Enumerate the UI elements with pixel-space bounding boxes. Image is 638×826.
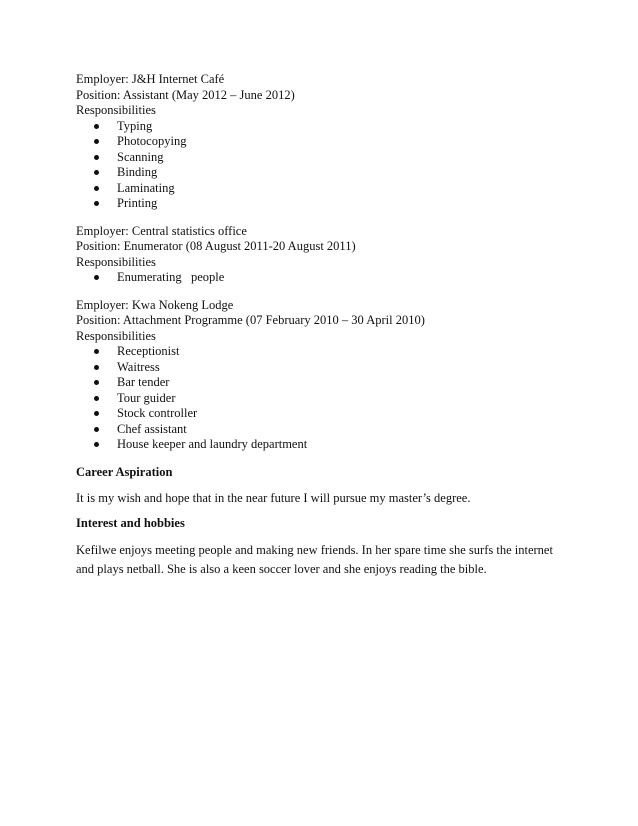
job-entry bbox=[76, 224, 566, 286]
position-line: Position: Attachment Programme (07 February 2010 – 30 April 2010) bbox=[76, 313, 425, 327]
list-item: Binding bbox=[94, 165, 566, 181]
list-item: House keeper and laundry department bbox=[94, 437, 566, 453]
bullet-icon bbox=[94, 155, 99, 160]
resume-page bbox=[76, 72, 566, 587]
list-item: Waitress bbox=[94, 360, 566, 376]
employer-line: Employer: Central statistics office bbox=[76, 223, 247, 238]
job-entry bbox=[76, 298, 566, 453]
responsibilities-label: Responsibilities bbox=[76, 328, 156, 343]
bullet-icon bbox=[94, 124, 99, 129]
bullet-icon bbox=[94, 396, 99, 401]
list-item: Enumerating people bbox=[94, 270, 566, 286]
bullet-icon bbox=[94, 275, 99, 280]
bullet-icon bbox=[94, 139, 99, 144]
interests-heading: Interest and hobbies bbox=[76, 516, 185, 530]
career-aspiration-heading: Career Aspiration bbox=[76, 464, 173, 479]
list-item: Photocopying bbox=[94, 134, 566, 150]
bullet-icon bbox=[94, 442, 99, 447]
bullet-icon bbox=[94, 411, 99, 416]
bullet-icon bbox=[94, 380, 99, 385]
list-item: Typing bbox=[94, 119, 566, 135]
bullet-icon bbox=[94, 349, 99, 354]
list-item: Bar tender bbox=[94, 375, 566, 391]
list-item: Stock controller bbox=[94, 406, 566, 422]
bullet-icon bbox=[94, 427, 99, 432]
bullet-icon bbox=[94, 186, 99, 191]
bullet-icon bbox=[94, 365, 99, 370]
responsibilities-label: Responsibilities bbox=[76, 103, 156, 117]
employer-line: Employer: Kwa Nokeng Lodge bbox=[76, 297, 234, 312]
list-item: Printing bbox=[94, 196, 566, 212]
responsibilities-label: Responsibilities bbox=[76, 254, 156, 269]
employer-line: Employer: J&H Internet Café bbox=[76, 72, 225, 86]
position-line: Position: Enumerator (08 August 2011-20 August 2011) bbox=[76, 239, 356, 253]
job-entry bbox=[76, 72, 566, 212]
career-aspiration-text: It is my wish and hope that in the near future I will pursue my master’s degree. bbox=[76, 491, 471, 505]
bullet-icon bbox=[94, 170, 99, 175]
list-item: Receptionist bbox=[94, 344, 566, 360]
interests-text: Kefilwe enjoys meeting people and making new friends. In her spare time she surfs the internet and plays netball. She is also a keen soccer lover and she enjoys reading the bible. bbox=[76, 542, 553, 576]
position-line: Position: Assistant (May 2012 – June 2012) bbox=[76, 87, 295, 102]
responsibilities-list bbox=[76, 270, 566, 286]
list-item: Tour guider bbox=[94, 391, 566, 407]
list-item: Chef assistant bbox=[94, 422, 566, 438]
list-item: Laminating bbox=[94, 181, 566, 197]
responsibilities-list bbox=[76, 119, 566, 212]
list-item: Scanning bbox=[94, 150, 566, 166]
bullet-icon bbox=[94, 201, 99, 206]
responsibilities-list bbox=[76, 344, 566, 453]
